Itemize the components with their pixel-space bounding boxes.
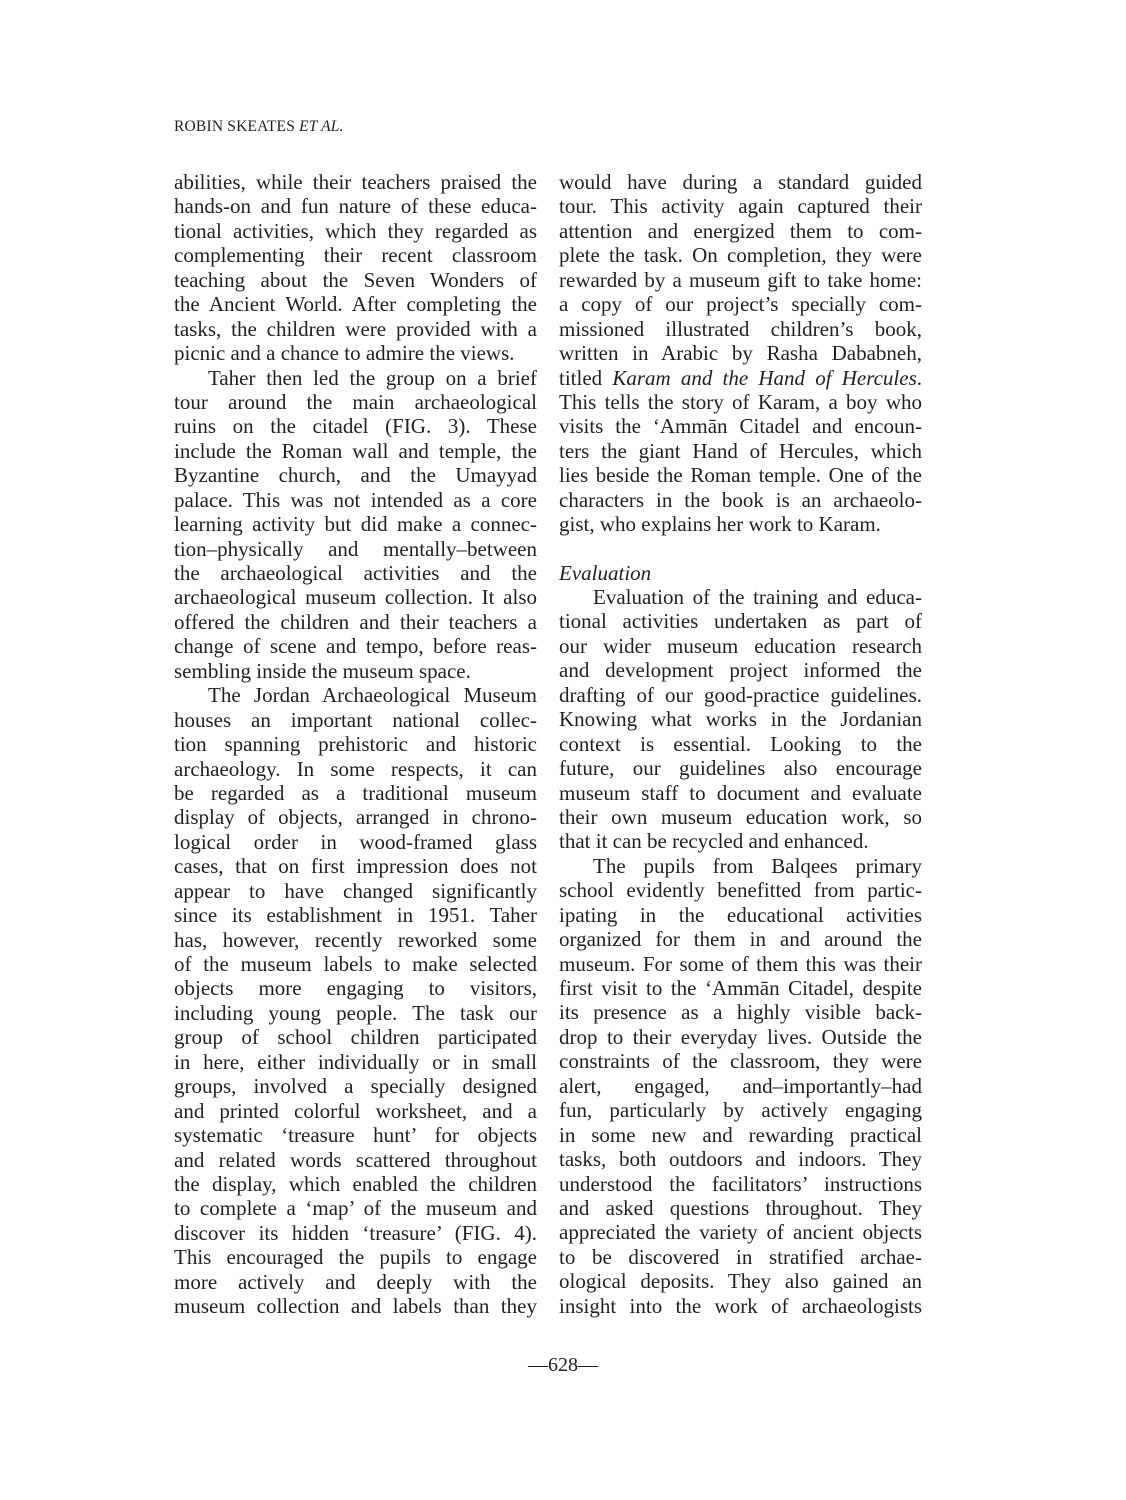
text-line: insight into the work of archaeologists	[559, 1293, 922, 1318]
text-line: display of objects, arranged in chrono-	[174, 805, 537, 830]
text-line: drop to their everyday lives. Outside the	[559, 1024, 922, 1049]
text-line: groups, involved a specially designed	[174, 1074, 537, 1099]
text-line: Knowing what works in the Jordanian	[559, 707, 922, 732]
text-line: tasks, both outdoors and indoors. They	[559, 1147, 922, 1172]
text-line: would have during a standard guided	[559, 170, 922, 194]
text-line: characters in the book is an archaeolo-	[559, 487, 922, 512]
right-paragraph-block-2	[559, 585, 922, 1318]
text-line: since its establishment in 1951. Taher	[174, 903, 537, 928]
text-line: Byzantine church, and the Umayyad	[174, 463, 537, 488]
text-line: abilities, while their teachers praised the	[174, 170, 537, 194]
text-line: ters the giant Hand of Hercules, which	[559, 438, 922, 463]
text-line: rewarded by a museum gift to take home:	[559, 267, 922, 292]
text-line: group of school children participated	[174, 1025, 537, 1050]
text-line: tion–physically and mentally–between	[174, 536, 537, 561]
text-line: learning activity but did make a connec-	[174, 512, 537, 537]
text-line: lies beside the Roman temple. One of the	[559, 463, 922, 488]
text-line: more actively and deeply with the	[174, 1269, 537, 1294]
text-line: houses an important national collec-	[174, 707, 537, 732]
section-heading-evaluation: Evaluation	[559, 560, 652, 585]
text-line: be regarded as a traditional museum	[174, 780, 537, 805]
right-column	[559, 170, 922, 1318]
text-line: first visit to the ‘Ammān Citadel, despite	[559, 976, 922, 1000]
text-line: complementing their recent classroom	[174, 243, 537, 268]
text-line: teaching about the Seven Wonders of	[174, 267, 537, 292]
text-line: picnic and a chance to admire the views.	[174, 341, 515, 366]
text-line: and printed colorful worksheet, and a	[174, 1098, 537, 1123]
text-line: archaeological museum collection. It also	[174, 585, 537, 610]
text-line: the Ancient World. After completing the	[174, 292, 537, 317]
text-line: school evidently benefitted from partic-	[559, 878, 922, 903]
text-line: tional activities undertaken as part of	[559, 609, 922, 634]
text-line: including young people. The task our	[174, 1000, 537, 1025]
text-line: appear to have changed significantly	[174, 878, 537, 903]
text-line: tional activities, which they regarded as	[174, 218, 537, 243]
text-line: logical order in wood-framed glass	[174, 829, 537, 854]
text-line: museum collection and labels than they	[174, 1294, 537, 1319]
text-line: archaeology. In some respects, it can	[174, 756, 537, 781]
text-line: future, our guidelines also encourage	[559, 756, 922, 781]
text-line: ruins on the citadel (FIG. 3). These	[174, 414, 537, 439]
text-line: our wider museum education research	[559, 633, 922, 658]
text-line: include the Roman wall and temple, the	[174, 438, 537, 463]
running-head-et-al: ET AL.	[299, 118, 344, 135]
text-line: and development project informed the	[559, 658, 922, 683]
text-line: ological deposits. They also gained an	[559, 1269, 922, 1294]
text-line: to be discovered in stratified archae-	[559, 1244, 922, 1269]
text-line: context is essential. Looking to the	[559, 731, 922, 756]
text-line: in here, either individually or in small	[174, 1049, 537, 1074]
text-line: its presence as a highly visible back-	[559, 1000, 922, 1025]
text-line: that it can be recycled and enhanced.	[559, 829, 869, 854]
text-line: plete the task. On completion, they were	[559, 243, 922, 268]
text-line: palace. This was not intended as a core	[174, 487, 537, 512]
text-line: attention and energized them to com-	[559, 218, 922, 243]
text-line: and asked questions throughout. They	[559, 1195, 922, 1220]
text-line: Taher then led the group on a brief	[208, 365, 537, 390]
text-line: organized for them in and around the	[559, 927, 922, 952]
text-line: understood the facilitators’ instructions	[559, 1171, 922, 1196]
running-head-author: ROBIN SKEATES	[174, 118, 296, 135]
text-line: of the museum labels to make selected	[174, 952, 537, 976]
section-gap	[559, 537, 922, 561]
text-line: tour. This activity again captured their	[559, 194, 922, 219]
text-line: alert, engaged, and–importantly–had	[559, 1073, 922, 1098]
text-line: appreciated the variety of ancient objects	[559, 1220, 922, 1245]
text-line: museum staff to document and evaluate	[559, 780, 922, 805]
text-line: and related words scattered throughout	[174, 1147, 537, 1172]
text-line: tasks, the children were provided with a	[174, 316, 537, 341]
text-line: titled Karam and the Hand of Hercules.	[559, 365, 922, 390]
text-line: The Jordan Archaeological Museum	[208, 683, 537, 708]
text-line: written in Arabic by Rasha Dababneh,	[559, 341, 922, 366]
text-line: cases, that on first impression does not	[174, 854, 537, 879]
text-line: This tells the story of Karam, a boy who	[559, 389, 922, 414]
text-line: the display, which enabled the children	[174, 1171, 537, 1196]
text-line: change of scene and tempo, before reas-	[174, 634, 537, 659]
text-line: gist, who explains her work to Karam.	[559, 512, 881, 537]
left-column	[174, 170, 537, 1319]
text-line: missioned illustrated children’s book,	[559, 316, 922, 341]
text-line: Evaluation of the training and educa-	[593, 585, 922, 609]
text-line: in some new and rewarding practical	[559, 1122, 922, 1147]
text-line: objects more engaging to visitors,	[174, 976, 537, 1001]
text-line: tion spanning prehistoric and historic	[174, 732, 537, 757]
right-paragraph-block-1	[559, 170, 922, 537]
text-line: the archaeological activities and the	[174, 561, 537, 585]
text-line: ipating in the educational activities	[559, 902, 922, 927]
text-line: hands-on and fun nature of these educa-	[174, 194, 537, 219]
text-line: drafting of our good-practice guidelines.	[559, 682, 922, 707]
text-line: fun, particularly by actively engaging	[559, 1098, 922, 1123]
book-title: Karam and the Hand of Hercules	[612, 365, 917, 390]
running-head	[174, 118, 344, 136]
text-line: sembling inside the museum space.	[174, 658, 471, 683]
text-line: constraints of the classroom, they were	[559, 1049, 922, 1074]
text-line: a copy of our project’s specially com-	[559, 292, 922, 317]
text-line: has, however, recently reworked some	[174, 927, 537, 952]
page-number: —628—	[528, 1354, 598, 1376]
text-line: discover its hidden ‘treasure’ (FIG. 4).	[174, 1220, 537, 1245]
text-line: offered the children and their teachers a	[174, 609, 537, 634]
text-line: This encouraged the pupils to engage	[174, 1245, 537, 1270]
text-line: The pupils from Balqees primary	[593, 853, 922, 878]
text-line: visits the ‘Ammān Citadel and encoun-	[559, 414, 922, 439]
text-line: to complete a ‘map’ of the museum and	[174, 1196, 537, 1221]
text-line: tour around the main archaeological	[174, 389, 537, 414]
text-line: systematic ‘treasure hunt’ for objects	[174, 1123, 537, 1148]
text-line: their own museum education work, so	[559, 804, 922, 829]
text-line: museum. For some of them this was their	[559, 951, 922, 976]
